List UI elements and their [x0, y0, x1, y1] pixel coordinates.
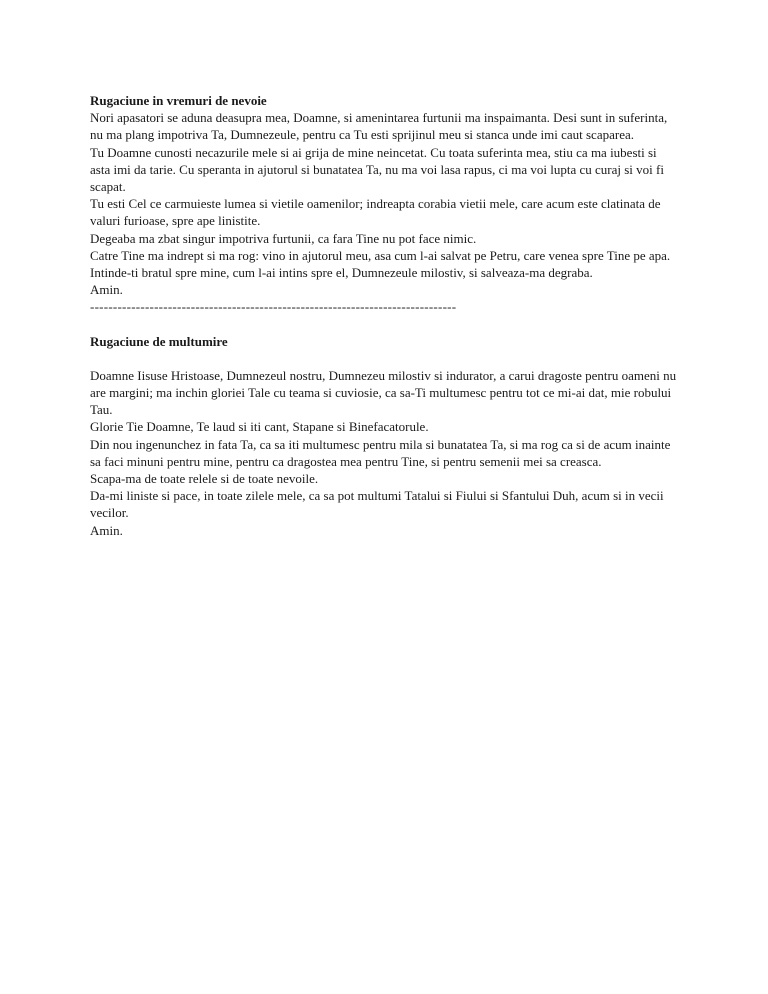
dashed-divider: --------------------------------------------------------------------------------: [90, 299, 457, 315]
document-page: [90, 92, 680, 539]
amen-line: Amin.: [90, 282, 123, 298]
section-title-prayer-in-need: Rugaciune in vremuri de nevoie: [90, 93, 267, 108]
paragraph: Scapa-ma de toate relele si de toate nevoile.: [90, 471, 319, 487]
paragraph: Glorie Tie Doamne, Te laud si iti cant, Stapane si Binefacatorule.: [90, 419, 429, 435]
paragraph: Doamne Iisuse Hristoase, Dumnezeul nostru, Dumnezeu milostiv si indurator, a carui dragoste pentru oameni nu are margini; ma inchin gloriei Tale cu teama si cuviosie, ca sa-Ti multumesc pentru tot ce mi-ai dat, mie robului Tau.: [90, 367, 677, 418]
paragraph: Din nou ingenunchez in fata Ta, ca sa iti multumesc pentru mila si bunatatea Ta, si ma rog ca si de acum inainte sa faci minuni pentru mine, pentru ca dragostea mea pentru Tine, si pentru semenii mei sa creasca.: [90, 436, 671, 469]
spacer: [90, 316, 680, 333]
paragraph: Tu esti Cel ce carmuieste lumea si vietile oamenilor; indreapta corabia vietii mele, care acum este clatinata de valuri furioase, spre ape linistite.: [90, 196, 661, 229]
section-title-thanksgiving: Rugaciune de multumire: [90, 333, 228, 349]
paragraph: Da-mi liniste si pace, in toate zilele mele, ca sa pot multumi Tatalui si Fiului si Sfantului Duh, acum si in vecii vecilor.: [90, 488, 664, 521]
paragraph: Degeaba ma zbat singur impotriva furtunii, ca fara Tine nu pot face nimic.: [90, 230, 477, 246]
spacer: [90, 350, 680, 367]
paragraph: Nori apasatori se aduna deasupra mea, Doamne, si amenintarea furtunii ma inspaimanta. Desi sunt in suferinta, nu ma plang impotriva Ta, Dumnezeule, pentru ca Tu esti sprijinul meu si stanca unde imi caut scaparea.: [90, 110, 668, 143]
paragraph: Tu Doamne cunosti necazurile mele si ai grija de mine neincetat. Cu toata suferinta mea, stiu ca ma iubesti si asta imi da tarie. Cu speranta in ajutorul si bunatatea Ta, nu ma voi lasa rapus, ci ma voi lupta cu curaj si voi fi scapat.: [90, 144, 664, 195]
amen-line: Amin.: [90, 522, 123, 538]
paragraph: Catre Tine ma indrept si ma rog: vino in ajutorul meu, asa cum l-ai salvat pe Petru, care venea spre Tine pe apa. Intinde-ti bratul spre mine, cum l-ai intins spre el, Dumnezeule milostiv, si salveaza-ma degraba.: [90, 247, 671, 281]
